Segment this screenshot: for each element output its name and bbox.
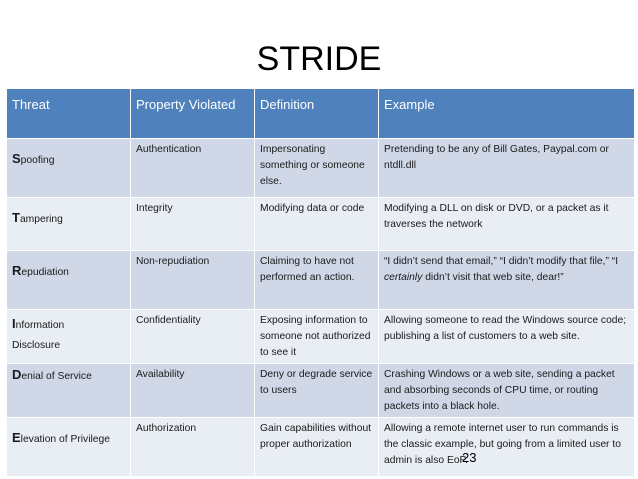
table-row-denial-of-service [7,364,635,418]
threat-cell [7,198,131,251]
table-row-tampering [7,198,635,251]
threat-cell [7,251,131,310]
threat-name: nformation [15,320,65,331]
definition-cell: Deny or degrade service to users [255,364,379,418]
example-cell: Allowing someone to read the Windows source code; publishing a list of customers to a web site. [379,310,635,364]
table-row-spoofing [7,139,635,198]
threat-cell [7,364,131,418]
stride-table [6,88,635,477]
example-text: didn’t visit that web site, dear!” [422,272,564,283]
threat-initial: E [12,430,21,445]
example-text: “I didn’t send that email,” “I didn’t modify that file,” “I [384,256,619,267]
definition-cell: Modifying data or code [255,198,379,251]
header-property-violated: Property Violated [131,89,255,139]
threat-cell [7,139,131,198]
threat-name: levation of Privilege [20,434,110,445]
example-cell: Modifying a DLL on disk or DVD, or a packet as it traverses the network [379,198,635,251]
example-cell: Crashing Windows or a web site, sending a packet and absorbing seconds of CPU time, or routing packets into a black hole. [379,364,635,418]
threat-name: epudiation [21,267,69,278]
table-row-elevation-of-privilege [7,418,635,477]
threat-initial: S [12,151,21,166]
property-cell: Non-repudiation [131,251,255,310]
header-example: Example [379,89,635,139]
page-number: 23 [462,450,477,465]
header-definition: Definition [255,89,379,139]
threat-cell [7,418,131,477]
threat-initial: I [12,316,16,331]
threat-initial: D [12,367,22,382]
table-row-information-disclosure [7,310,635,364]
threat-name: enial of Service [21,371,92,382]
table-header-row [7,89,635,139]
slide-title: STRIDE [256,40,382,78]
threat-cell [7,310,131,364]
example-cell [379,251,635,310]
property-cell: Authentication [131,139,255,198]
definition-cell: Impersonating something or someone else. [255,139,379,198]
definition-cell: Exposing information to someone not authorized to see it [255,310,379,364]
header-threat: Threat [7,89,131,139]
property-cell: Integrity [131,198,255,251]
threat-initial: T [12,210,20,225]
property-cell: Confidentiality [131,310,255,364]
example-emphasis: certainly [384,272,423,283]
definition-cell: Claiming to have not performed an action. [255,251,379,310]
property-cell: Authorization [131,418,255,477]
table-row-repudiation [7,251,635,310]
definition-cell: Gain capabilities without proper authorization [255,418,379,477]
threat-name: poofing [20,155,55,166]
threat-initial: R [12,263,22,278]
threat-name: ampering [19,214,63,225]
threat-name-line2: Disclosure [12,340,61,351]
property-cell: Availability [131,364,255,418]
example-cell: Pretending to be any of Bill Gates, Paypal.com or ntdll.dll [379,139,635,198]
example-cell: Allowing a remote internet user to run commands is the classic example, but going from a limited user to admin is also EoP. [379,418,635,477]
